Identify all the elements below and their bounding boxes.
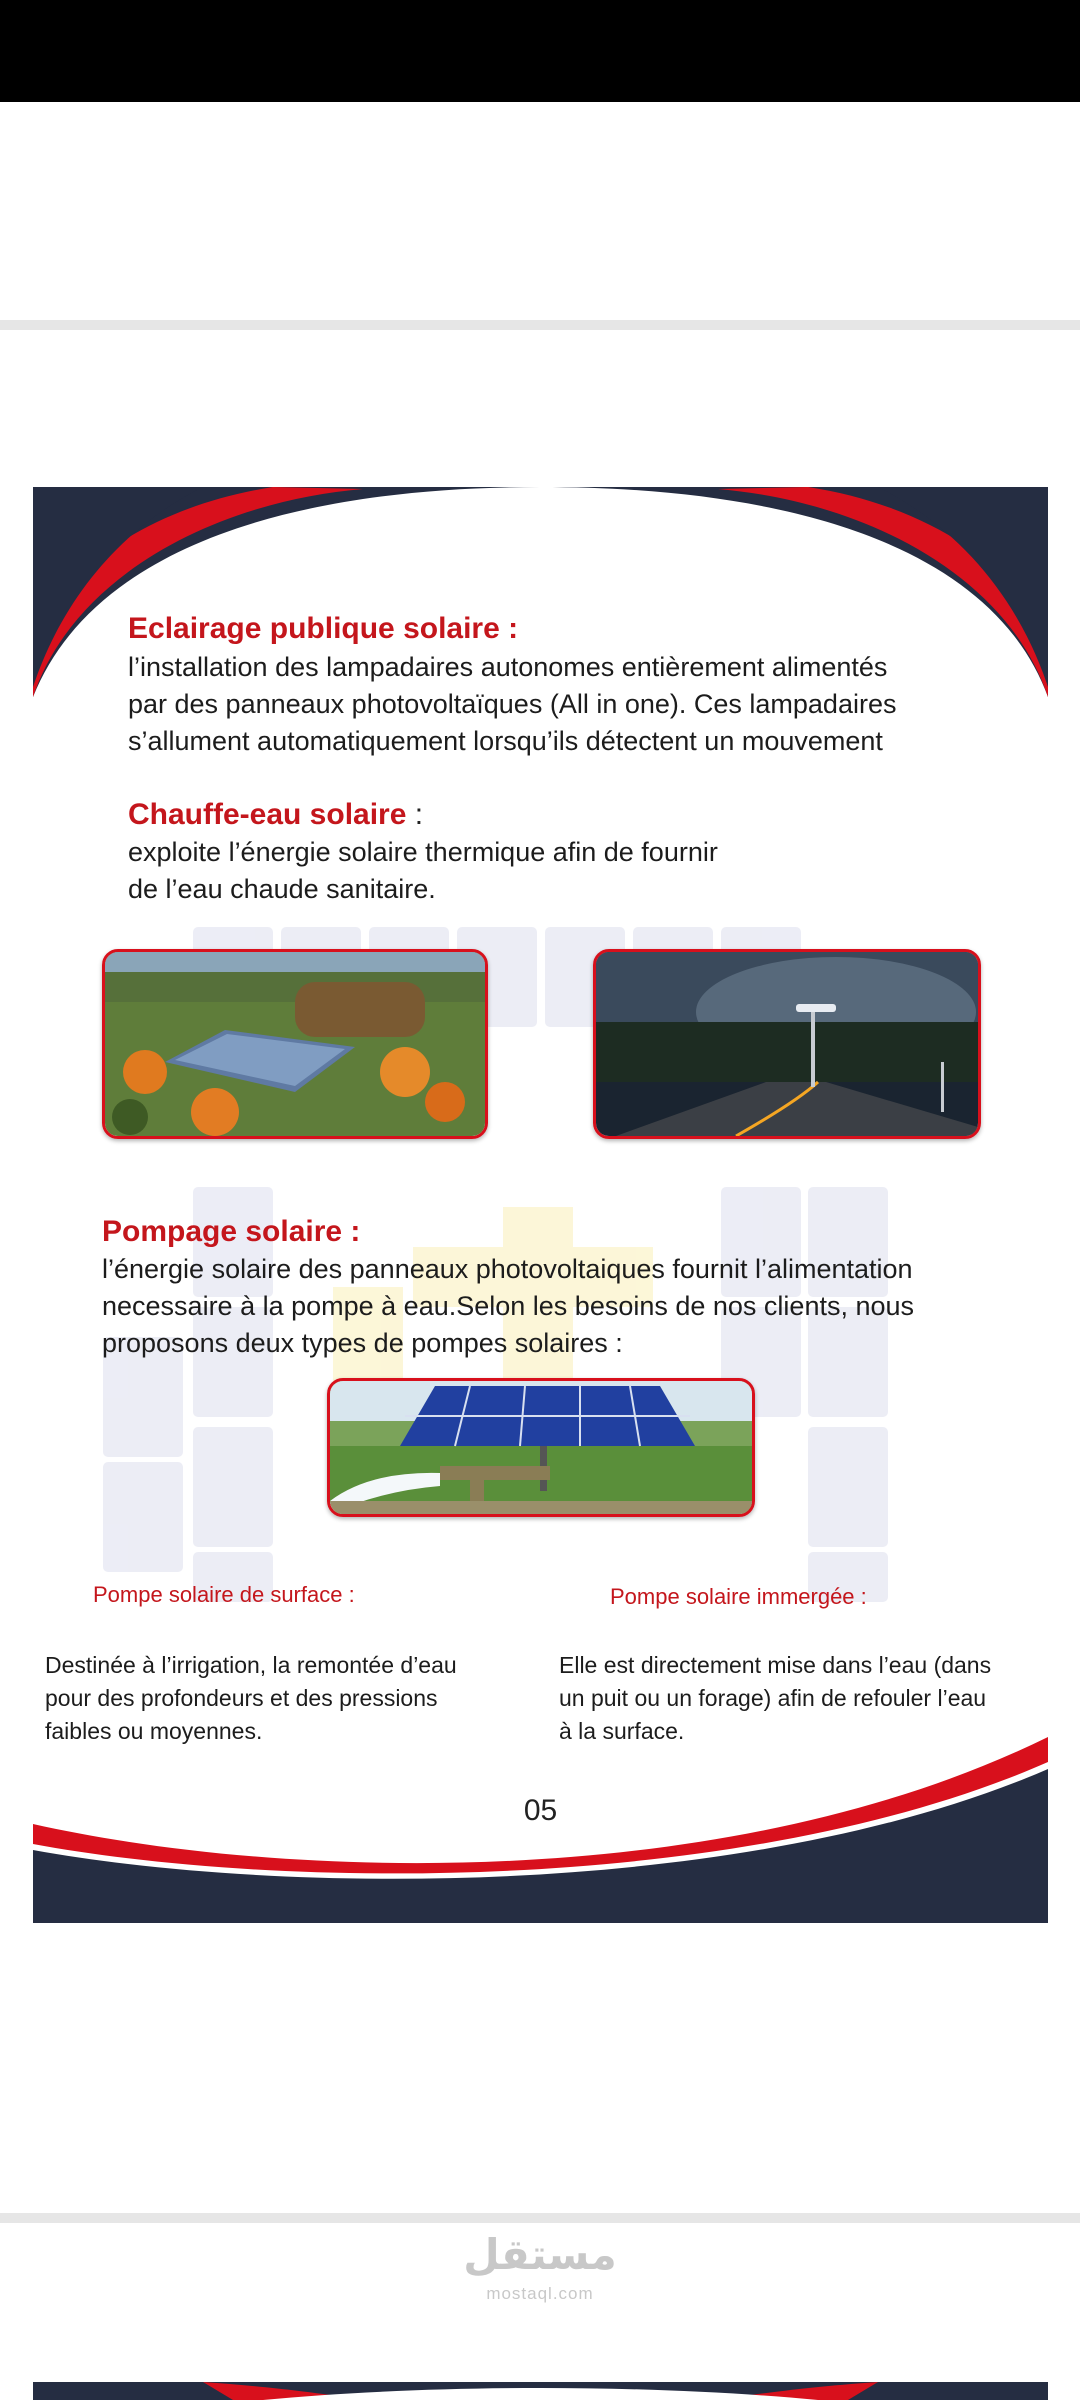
status-bar xyxy=(0,0,1080,102)
heading-eclairage: Eclairage publique solaire : xyxy=(128,612,519,645)
text-line: l’énergie solaire des panneaux photovoltaiques fournit l’alimentation xyxy=(102,1254,913,1284)
heading-pompe-immergee: Pompe solaire immergée : xyxy=(610,1584,867,1609)
heading-pompage: Pompage solaire : xyxy=(102,1215,361,1248)
page-number: 05 xyxy=(523,1794,558,1827)
text-line: Destinée à l’irrigation, la remontée d’eau xyxy=(45,1652,457,1678)
heading-chauffe-eau-label: Chauffe-eau solaire xyxy=(128,798,407,831)
bottom-divider xyxy=(0,2213,1080,2223)
heading-colon: : xyxy=(406,798,424,831)
text-line: exploite l’énergie solaire thermique afin de fournir xyxy=(128,837,718,867)
text-line: faibles ou moyennes. xyxy=(45,1718,263,1744)
text-line: de l’eau chaude sanitaire. xyxy=(128,874,436,904)
paragraph-pompe-immergee xyxy=(559,1649,991,1748)
text-line: s’allument automatiquement lorsqu’ils détectent un mouvement xyxy=(128,726,883,756)
next-page-band xyxy=(33,2382,1048,2400)
top-divider xyxy=(0,320,1080,330)
text-line: un puit ou un forage) afin de refouler l’eau xyxy=(559,1685,987,1711)
text-line: proposons deux types de pompes solaires : xyxy=(102,1328,623,1358)
text-line: Elle est directement mise dans l’eau (dans xyxy=(559,1652,992,1678)
solar-water-heater-photo xyxy=(102,949,488,1139)
brochure-page xyxy=(33,487,1048,1923)
text-line: necessaire à la pompe à eau.Selon les besoins de nos clients, nous xyxy=(102,1291,915,1321)
street-lamp-photo xyxy=(593,949,981,1139)
next-brochure-page-top xyxy=(33,2382,1048,2400)
mostaql-domain: mostaql.com xyxy=(486,2284,594,2303)
mostaql-logo: مستقل xyxy=(463,2230,617,2279)
paragraph-pompage xyxy=(102,1251,914,1362)
text-line: par des panneaux photovoltaïques (All in one). Ces lampadaires xyxy=(128,689,897,719)
text-line: à la surface. xyxy=(559,1718,685,1744)
heading-pompe-surface: Pompe solaire de surface : xyxy=(93,1582,355,1607)
paragraph-eclairage xyxy=(128,649,896,760)
paragraph-pompe-surface xyxy=(45,1649,457,1748)
text-line: pour des profondeurs et des pressions xyxy=(45,1685,438,1711)
solar-pump-photo xyxy=(327,1378,755,1517)
paragraph-chauffe-eau xyxy=(128,834,718,908)
text-line: l’installation des lampadaires autonomes entièrement alimentés xyxy=(128,652,888,682)
heading-chauffe-eau xyxy=(128,798,423,832)
